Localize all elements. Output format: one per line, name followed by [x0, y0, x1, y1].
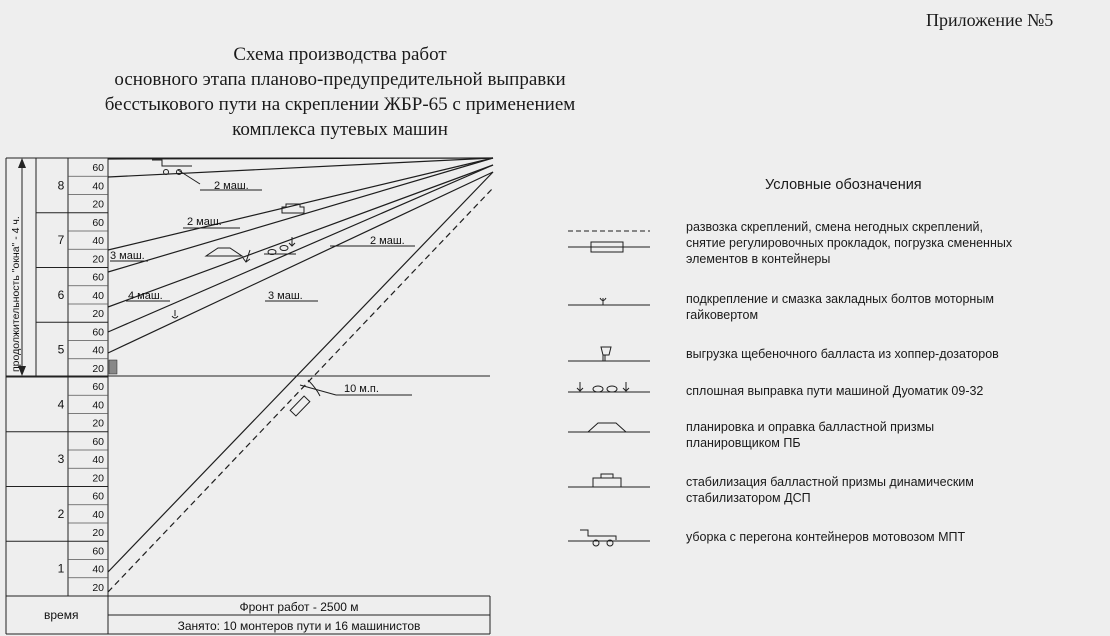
time-label: время [44, 608, 79, 622]
hour-label: 7 [57, 233, 65, 248]
title-line-2: основного этапа планово-предупредительной выправки [114, 69, 566, 90]
bolt-wrench-icon [172, 310, 178, 318]
minute-label: 20 [92, 362, 104, 375]
line-g [108, 172, 493, 353]
minute-label: 40 [92, 508, 104, 521]
hour-label: 4 [57, 397, 65, 412]
duration-axis-label: продолжительность "окна" - 4 ч. [10, 216, 22, 372]
minute-label: 40 [92, 180, 104, 193]
legend-duomatic-icon [568, 382, 650, 392]
legend-item-7: уборка с перегона контейнеров мотовозом МПТ [686, 530, 966, 544]
legend-item-4: сплошная выправка пути машиной Дуоматик 09-32 [686, 384, 984, 398]
occupied-label: Занято: 10 монтеров пути и 16 машинистов [177, 619, 421, 633]
minute-label: 20 [92, 198, 104, 211]
legend-bolt-wrench-icon [568, 298, 650, 305]
grid-frame [6, 158, 490, 634]
label-3-mash-left: 3 маш. [110, 250, 145, 262]
label-3-mash-mid: 3 маш. [268, 290, 303, 302]
hour-label: 8 [57, 178, 65, 193]
minute-label: 20 [92, 527, 104, 540]
label-4-mash: 4 маш. [128, 290, 163, 302]
legend-item-6: стабилизация балластной призмы динамическим стабилизатором ДСП [686, 475, 974, 505]
front-label: Фронт работ - 2500 м [239, 600, 359, 614]
minute-label: 20 [92, 472, 104, 485]
legend-stabilizer-icon [568, 474, 650, 487]
minute-label: 60 [92, 162, 104, 175]
label-2-mash-right: 2 маш. [370, 235, 405, 247]
minute-label: 60 [92, 490, 104, 503]
label-2-mash-mid: 2 маш. [187, 216, 222, 228]
legend-dashed-line-box-icon [568, 231, 650, 252]
title-line-3: бесстыкового пути на скреплении ЖБР-65 с применением [104, 94, 576, 115]
minute-label: 20 [92, 308, 104, 321]
minute-label: 40 [92, 289, 104, 302]
minute-label: 20 [92, 253, 104, 266]
minute-label: 60 [92, 216, 104, 229]
minute-label: 40 [92, 454, 104, 467]
hour-label: 1 [57, 561, 65, 576]
hour-label: 6 [57, 287, 65, 302]
minute-label: 40 [92, 563, 104, 576]
label-2-mash-top: 2 маш. [214, 180, 249, 192]
legend-title: Условные обозначения [765, 177, 922, 193]
schedule-lines [108, 158, 493, 592]
legend-item-2: подкрепление и смазка закладных болтов моторным гайковертом [686, 292, 994, 322]
line-d [108, 158, 493, 272]
minute-label: 20 [92, 581, 104, 594]
locomotive-icon [152, 160, 192, 166]
legend-icons [568, 231, 650, 546]
minute-label: 60 [92, 326, 104, 339]
duration-axis [10, 158, 26, 376]
minute-label: 60 [92, 435, 104, 448]
hour-label: 5 [57, 342, 65, 357]
legend-locomotive-icon [568, 530, 650, 546]
hatched-marker [109, 360, 117, 374]
hour-label: 2 [57, 506, 65, 521]
appendix-label: Приложение №5 [926, 10, 1054, 30]
arrow-up-icon [18, 158, 26, 168]
leader-lines [110, 170, 415, 396]
minute-label: 40 [92, 344, 104, 357]
minute-labels [92, 162, 104, 594]
container-icon [290, 396, 310, 416]
minute-label: 40 [92, 235, 104, 248]
ballast-prism-icon [206, 248, 242, 256]
legend-item-1: развозка скреплений, смена негодных скреплений, снятие регулировочных прокладок, погрузка смененных элементов в контейнеры [686, 220, 1013, 266]
minute-label: 60 [92, 381, 104, 394]
hour-label: 3 [57, 452, 65, 467]
title-line-1: Схема производства работ [233, 44, 447, 65]
minute-label: 60 [92, 271, 104, 284]
minute-label: 20 [92, 417, 104, 430]
title-line-4: комплекса путевых машин [232, 119, 448, 140]
legend-item-3: выгрузка щебеночного балласта из хоппер-дозаторов [686, 347, 999, 361]
line-h [108, 172, 493, 572]
minute-label: 60 [92, 545, 104, 558]
legend-hopper-icon [568, 347, 650, 361]
legend-item-5: планировка и оправка балластной призмы планировщиком ПБ [686, 420, 935, 450]
label-10-mp: 10 м.п. [344, 383, 379, 395]
minute-label: 40 [92, 399, 104, 412]
legend-ballast-prism-icon [568, 423, 650, 432]
